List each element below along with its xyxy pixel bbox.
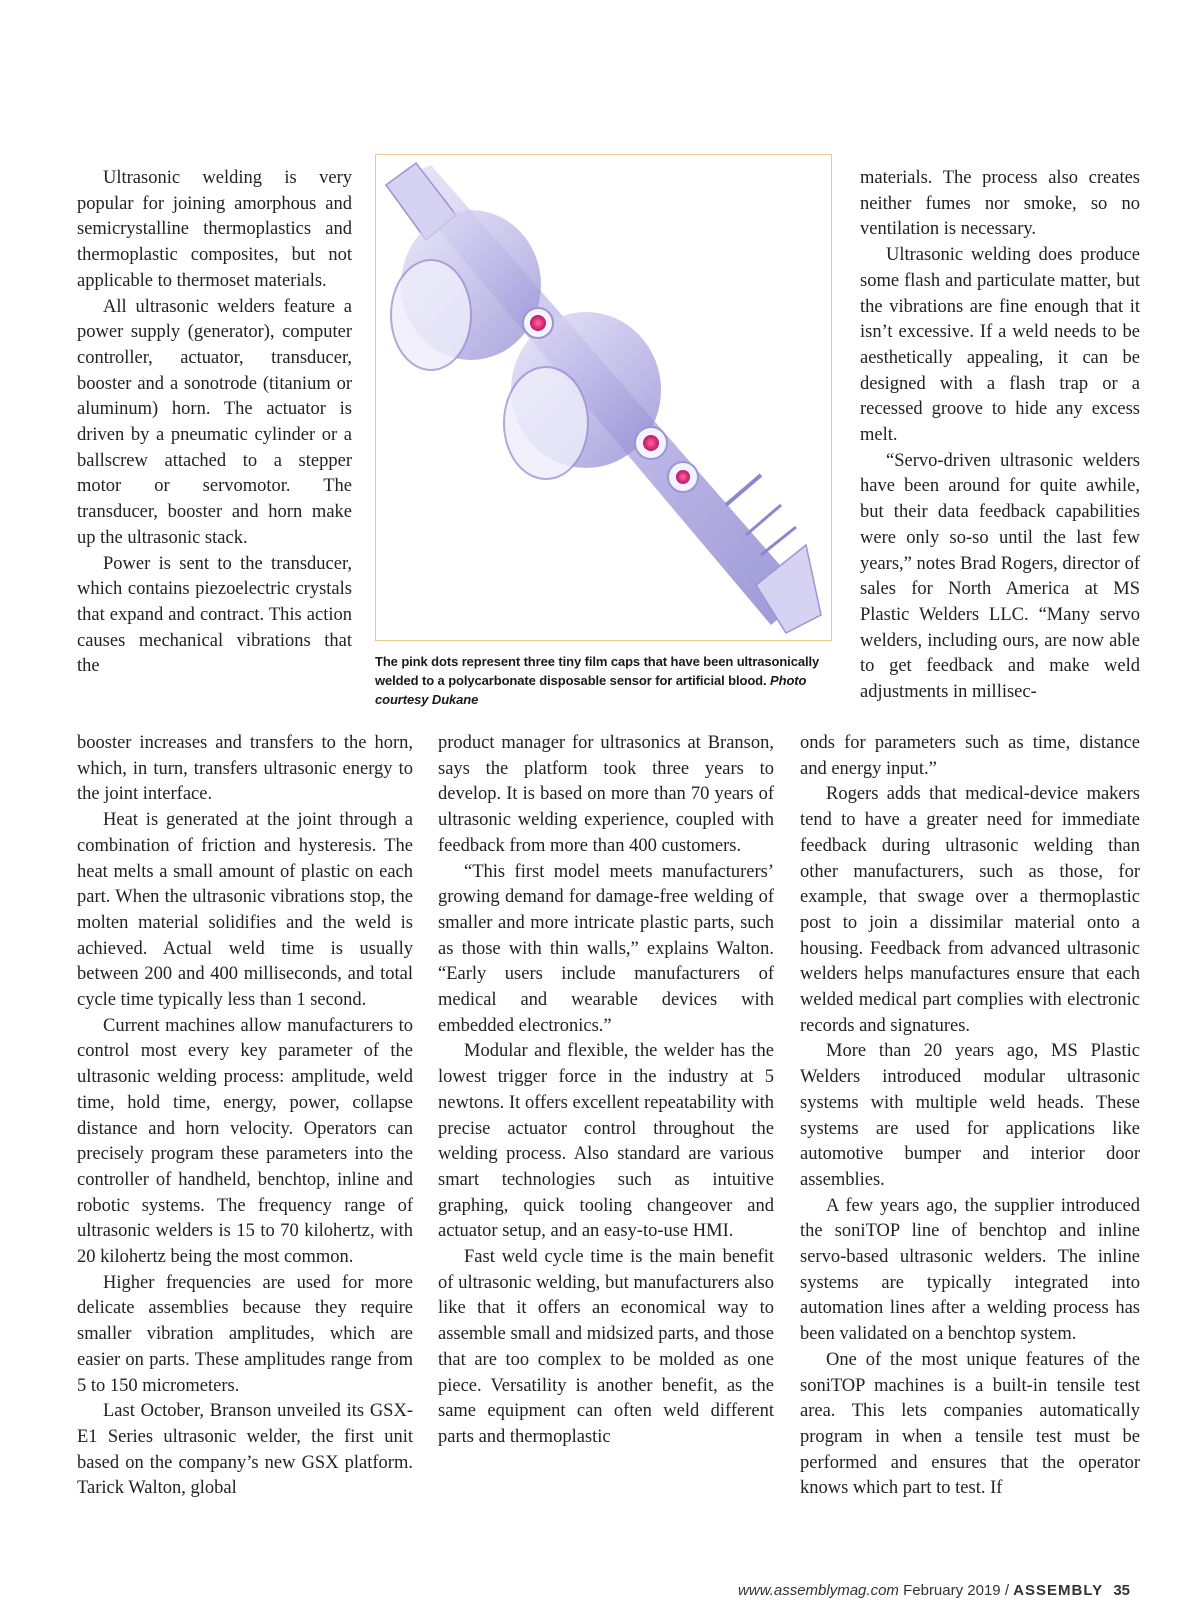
article-column: [800, 731, 1140, 1502]
article-paragraph: A few years ago, the supplier introduced the soniTOP line of benchtop and inline servo-based ultrasonic welders. The inline systems are typically integrated into automation lines after a welding process has been validated on a benchtop system.: [800, 1195, 1140, 1345]
sensor-photo-illustration: [376, 155, 831, 640]
page-footer: [738, 1582, 1130, 1599]
footer-separator: /: [1004, 1582, 1009, 1599]
article-paragraph: All ultrasonic welders feature a power supply (generator), computer controller, actuator, transducer, booster and a sonotrode (titanium or aluminum) horn. The actuator is driven by a pneumatic cylinder or a ballscrew attached to a stepper motor or servomotor. The transducer, booster and horn make up the ultrasonic stack.: [77, 296, 352, 548]
magazine-name: ASSEMBLY: [1013, 1582, 1104, 1599]
article-paragraph: Last October, Branson unveiled its GSX-E1 Series ultrasonic welder, the first unit based on the company’s new GSX platform. Tarick Walton, global: [77, 1401, 413, 1499]
film-cap: [643, 435, 659, 451]
article-paragraph: Rogers adds that medical-device makers tend to have a greater need for immediate feedback during ultrasonic welding than other manufacturers, such as those, for example, that swage over a thermoplastic post to join a dissimilar material onto a housing. Feedback from advanced ultrasonic welders helps manufactures ensure that each welded medical part complies with electronic records and signatures.: [800, 784, 1140, 1036]
film-cap: [530, 315, 546, 331]
photo-credit: Photo courtesy Dukane: [375, 673, 807, 707]
article-paragraph: One of the most unique features of the soniTOP machines is a built-in tensile test area. This lets companies automatically program in when a tensile test must be performed and ensures that the operator knows which part to test. If: [800, 1349, 1140, 1499]
article-column: [438, 731, 774, 1451]
article-column: [77, 166, 352, 680]
article-paragraph: Ultrasonic welding is very popular for joining amorphous and semicrystalline thermoplastics and thermoplastic composites, but not applicable to thermoset materials.: [77, 168, 352, 291]
article-paragraph: Fast weld cycle time is the main benefit of ultrasonic welding, but manufacturers also like that it offers an economical way to assemble small and midsized parts, and those that are too complex to be molded as one piece. Versatility is another benefit, as the same equipment can often weld different parts and thermoplastic: [438, 1247, 774, 1447]
issue-date: February 2019: [903, 1582, 1001, 1599]
article-paragraph: Power is sent to the transducer, which contains piezoelectric crystals that expand and contract. This action causes mechanical vibrations that the: [77, 553, 352, 677]
article-paragraph: Modular and flexible, the welder has the lowest trigger force in the industry at 5 newtons. It offers excellent repeatability with precise actuator control throughout the welding process. Also standard are various smart technologies such as intuitive graphing, quick tooling changeover and actuator setup, and an easy-to-use HMI.: [438, 1041, 774, 1242]
article-paragraph: product manager for ultrasonics at Branson, says the platform took three years to develop. It is based on more than 70 years of ultrasonic welding experience, coupled with feedback from more than 400 customers.: [438, 733, 774, 856]
article-column: [77, 731, 413, 1502]
article-paragraph: materials. The process also creates neither fumes nor smoke, so no ventilation is necessary.: [860, 168, 1140, 240]
article-paragraph: Higher frequencies are used for more delicate assemblies because they require smaller vibration amplitudes, which are easier on parts. These amplitudes range from 5 to 150 micrometers.: [77, 1272, 413, 1396]
article-column: [860, 166, 1140, 706]
page-number: 35: [1113, 1582, 1130, 1599]
article-paragraph: “Servo-driven ultrasonic welders have been around for quite awhile, but their data feedback capabilities were only so-so until the last few years,” notes Brad Rogers, director of sales for North America at MS Plastic Welders LLC. “Many servo welders, including ours, are now able to get feedback and make weld adjustments in millisec-: [860, 450, 1140, 703]
caption-text: The pink dots represent three tiny film caps that have been ultrasonically welded to a polycarbonate disposable sensor for artificial blood.: [375, 654, 820, 688]
website-url[interactable]: www.assemblymag.com: [738, 1582, 899, 1599]
article-paragraph: More than 20 years ago, MS Plastic Welders introduced modular ultrasonic systems with multiple weld heads. These systems are used for applications like automotive bumper and interior door assemblies.: [800, 1041, 1140, 1190]
figure-photo: [375, 154, 832, 641]
article-paragraph: Ultrasonic welding does produce some flash and particulate matter, but the vibrations are fine enough that it isn’t excessive. If a weld needs to be aesthetically appealing, it can be designed with a flash trap or a recessed groove to hide any excess melt.: [860, 245, 1140, 446]
article-paragraph: Current machines allow manufacturers to control most every key parameter of the ultrasonic welding process: amplitude, weld time, hold time, energy, power, collapse distance and horn velocity. Operators can precisely program these parameters into the controller of handheld, benchtop, inline and robotic systems. The frequency range of ultrasonic welders is 15 to 70 kilohertz, with 20 kilohertz being the most common.: [77, 1015, 413, 1268]
article-paragraph: booster increases and transfers to the horn, which, in turn, transfers ultrasonic energy to the joint interface.: [77, 733, 413, 805]
article-paragraph: “This first model meets manufacturers’ growing demand for damage-free welding of smaller and more intricate plastic parts, such as those with thin walls,” explains Walton. “Early users include manufacturers of medical and wearable devices with embedded electronics.”: [438, 861, 774, 1036]
article-paragraph: onds for parameters such as time, distance and energy input.”: [800, 733, 1140, 779]
figure-caption: [375, 652, 835, 709]
article-paragraph: Heat is generated at the joint through a combination of friction and hysteresis. The heat melts a small amount of plastic on each part. When the ultrasonic vibrations stop, the molten material solidifies and the weld is achieved. Actual weld time is usually between 200 and 400 milliseconds, and total cycle time typically less than 1 second.: [77, 810, 413, 1011]
film-cap: [676, 470, 690, 484]
